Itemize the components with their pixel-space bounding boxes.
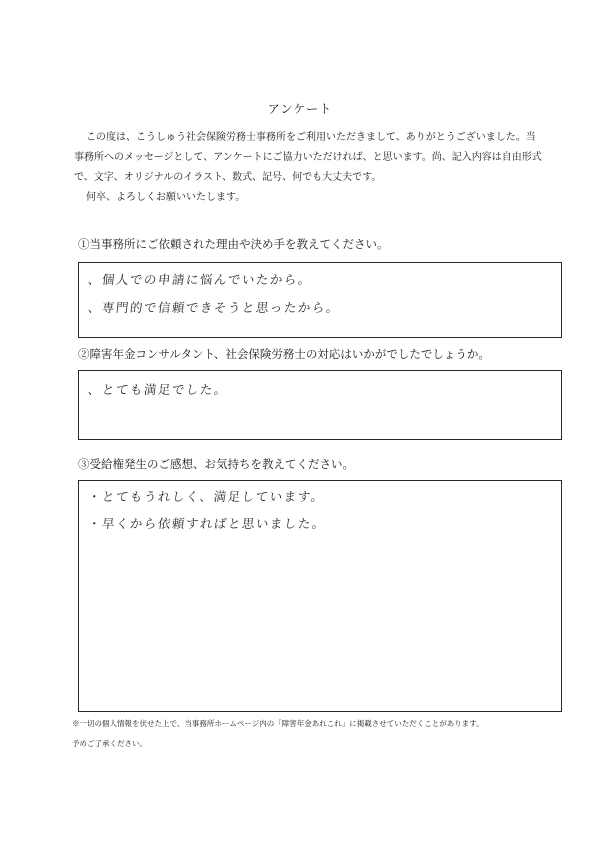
footer-note-line-1: ※一切の個人情報を伏せた上で、当事務所ホームページ内の「障害年金あれこれ」に掲載させていただくことがあります。 xyxy=(72,719,484,728)
answer-3-line-1: ・とてもうれしく、満足しています。 xyxy=(87,489,326,504)
page-title: アンケート xyxy=(267,102,333,116)
footer-note-line-2: 予めご了承ください。 xyxy=(72,739,147,748)
answer-3-line-2: ・早くから依頼すればと思いました。 xyxy=(87,516,327,531)
answer-1-line-1: 、個人での申請に悩んでいたから。 xyxy=(87,272,313,287)
question-3-label: ③受給権発生のご感想、お気持ちを教えてください。 xyxy=(78,457,354,471)
intro-paragraph: この度は、こうしゅう社会保険労務士事務所をご利用いただきまして、ありがとうございました。当事務所へのメッセージとして、アンケートにご協力いただければ、と思います。尚、記入内容は自由形式で、文字、オリジナルのイラスト、数式、記号、何でも大丈夫です。 xyxy=(74,132,542,183)
answer-2-line-1: 、とても満足でした。 xyxy=(87,382,229,397)
intro-closing: 何卒、よろしくお願いいたします。 xyxy=(86,192,246,203)
question-1-label: ①当事務所にご依頼された理由や決め手を教えてください。 xyxy=(78,237,389,251)
answer-1-line-2: 、専門的で信頼できそうと思ったから。 xyxy=(87,300,341,315)
question-2-label: ②障害年金コンサルタント、社会保険労務士の対応はいかがでしたでしょうか。 xyxy=(78,347,490,361)
footer-note xyxy=(72,714,572,754)
intro-text xyxy=(74,128,544,208)
